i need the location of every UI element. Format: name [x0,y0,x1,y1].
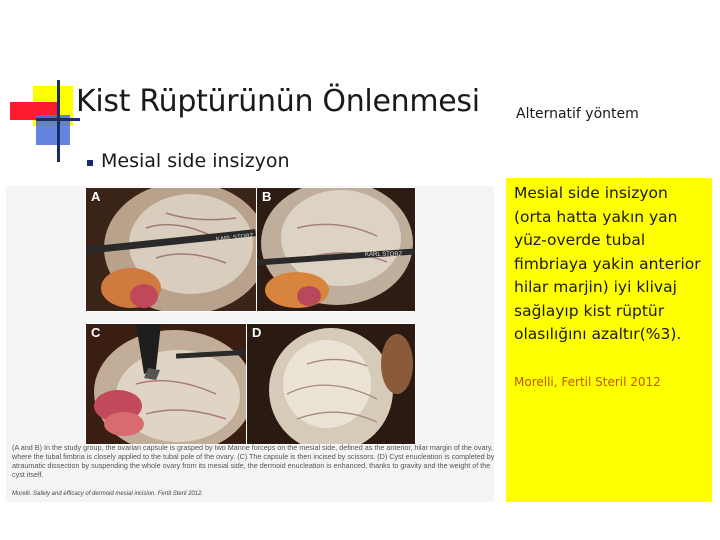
panel-c-letter: C [91,325,101,340]
note-reference: Morelli, Fertil Steril 2012 [514,375,661,389]
panel-b-letter: B [262,189,272,204]
panel-d-image [247,324,415,444]
note-box [506,178,712,502]
title-decoration-horizontal-line [36,118,80,121]
title-decoration-vertical-line [57,80,60,162]
panel-a-letter: A [91,189,101,204]
note-text: Mesial side insizyon (orta hatta yakın yan yüz-overde tubal fimbriaya yakin anterior hilar marjin) iyi klivaj sağlayıp kist rüptür olasılığını azaltır(%3). [514,184,701,343]
figure-panel-a [85,187,257,312]
figure-panel-b [256,187,416,312]
panel-b-image [257,188,415,311]
svg-text:KARL STORZ: KARL STORZ [215,233,254,244]
figure-panel-c [85,323,247,445]
panel-a-image [86,188,256,311]
figure-caption: (A and B) In the study group, the ovarian capsule is grasped by two Manne forceps on the mesial side, defined as the anterior, hilar margin of the ovary, where the tubal fimbria is closely applied to the tubal pole of the ovary. (C) The capsule is then incised by scissors. (D) Cyst enucleation is completed by atraumatic dissection by suspending the whole ovary from its mesial side, the dermoid enucleation is enhanced, thanks to gravity and the weight of the cyst itself. [12,443,495,479]
slide-title: Kist Rüptürünün Önlenmesi [76,84,480,119]
panel-d-letter: D [252,325,262,340]
slide-side-subtitle: Alternatif yöntem [516,106,639,122]
svg-text:KARL STORZ: KARL STORZ [365,252,403,258]
bullet-marker [87,160,93,166]
panel-c-image [86,324,246,444]
bullet-text: Mesial side insizyon [101,150,290,172]
figure-panel-d [246,323,416,445]
figure-source: Morelli. Safety and efficacy of dermoid mesial incision. Fertil Steril 2012. [12,491,204,497]
surgical-figure [6,186,494,502]
